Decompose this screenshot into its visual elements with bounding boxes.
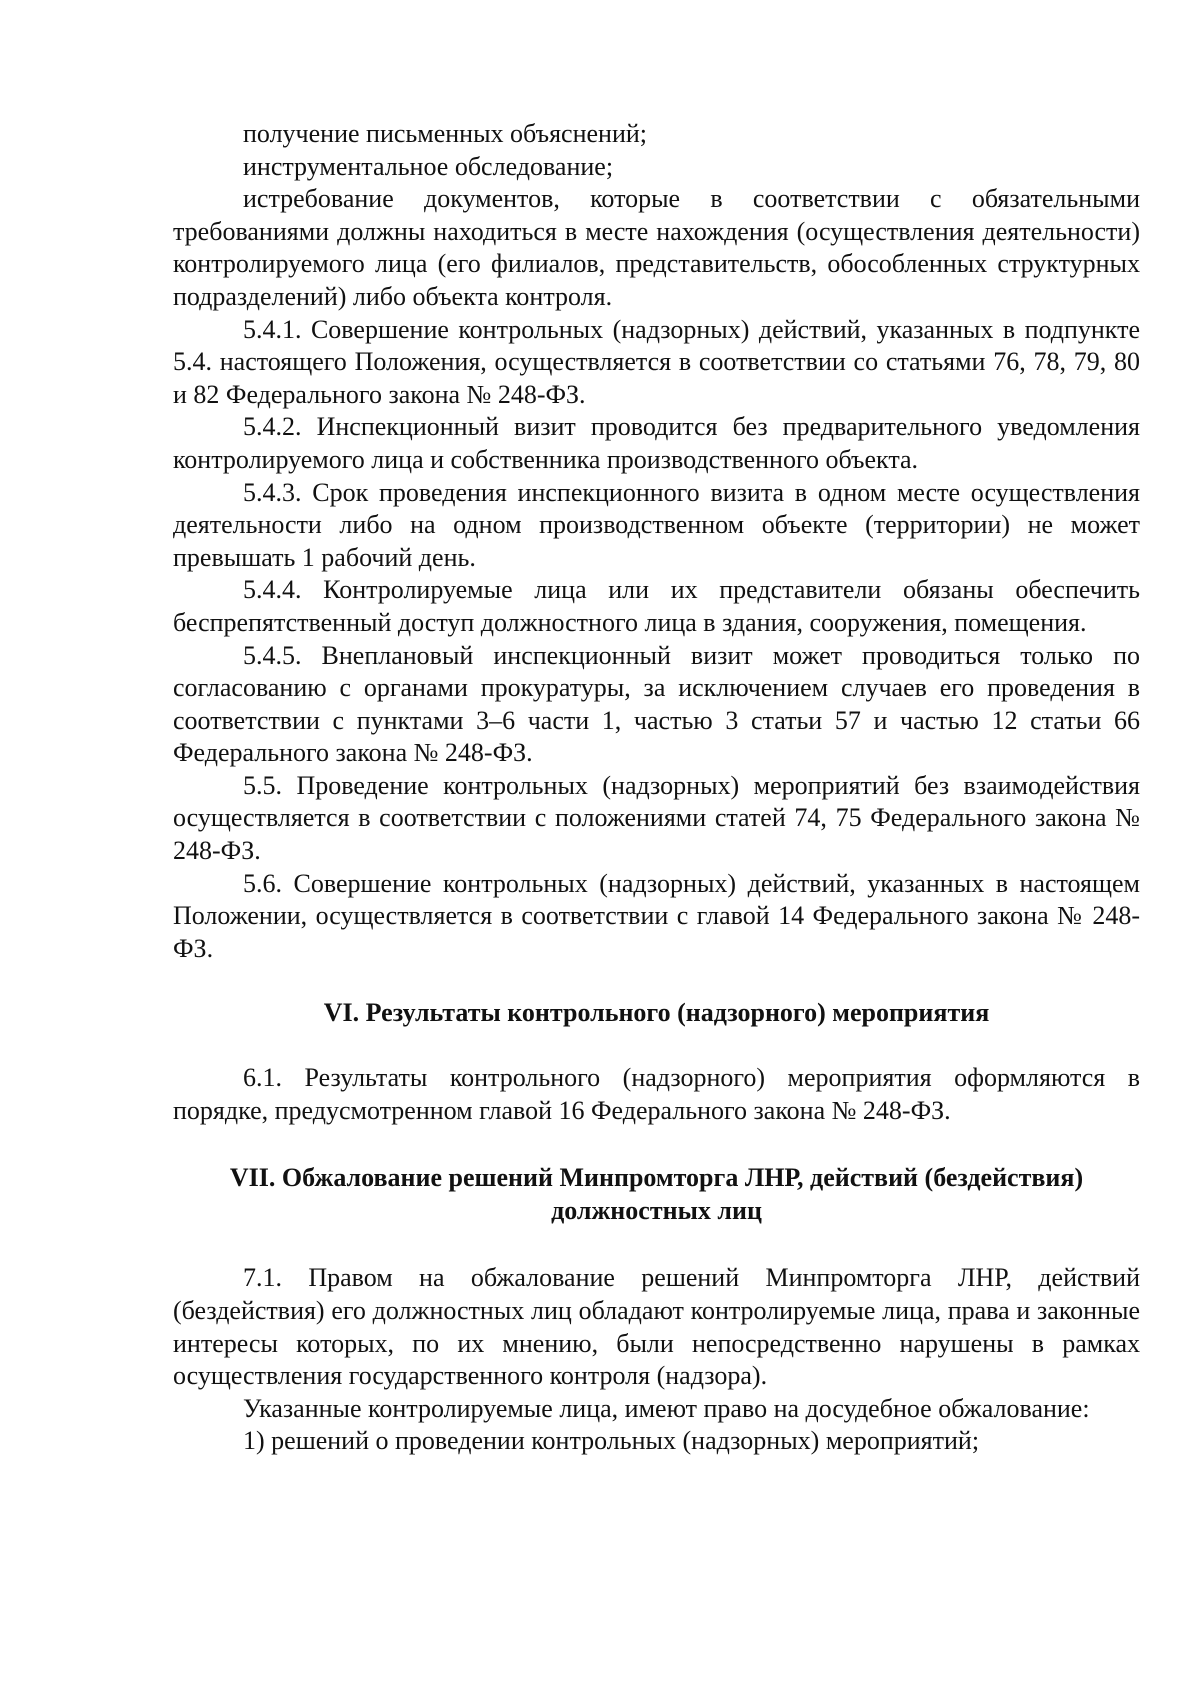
paragraph-5-4-3: 5.4.3. Срок проведения инспекционного визита в одном месте осуществления деятельности либо на одном производственном объекте (территории) не может превышать 1 рабочий день. xyxy=(173,477,1140,572)
section-6-heading: VI. Результаты контрольного (надзорного) мероприятия xyxy=(323,998,990,1028)
spacer xyxy=(173,965,1140,997)
paragraph-5-4-4: 5.4.4. Контролируемые лица или их представители обязаны обеспечить беспрепятственный доступ должностного лица в здания, сооружения, помещения. xyxy=(173,575,1140,637)
paragraph-document-request: истребование документов, которые в соответствии с обязательными требованиями должны находиться в месте нахождения (осуществления деятельности) контролируемого лица (его филиалов, представительств, обособленных структурных подразделений) либо объекта контроля. xyxy=(173,184,1140,311)
paragraph-5-6: 5.6. Совершение контрольных (надзорных) действий, указанных в настоящем Положении, осуществляется в соответствии с главой 14 Федерального закона № 248-ФЗ. xyxy=(173,868,1140,963)
section-7-heading-line-2: должностных лиц xyxy=(551,1195,762,1225)
paragraph-written-explanations: получение письменных объяснений; xyxy=(243,119,647,148)
spacer xyxy=(173,1030,1140,1062)
paragraph-instrumental-inspection: инструментальное обследование; xyxy=(243,151,614,181)
spacer xyxy=(173,1127,1140,1162)
paragraph-5-4-5: 5.4.5. Внеплановый инспекционный визит может проводиться только по согласованию с органами прокуратуры, за исключением случаев его проведения в соответствии с пунктами 3–6 части 1, частью 3 статьи 57 и частью 12 статьи 66 Федерального закона № 248-ФЗ. xyxy=(173,640,1140,768)
list-item-1: 1) решений о проведении контрольных (надзорных) мероприятий; xyxy=(243,1426,980,1456)
paragraph-6-1: 6.1. Результаты контрольного (надзорного) мероприятия оформляются в порядке, предусмотренном главой 16 Федерального закона № 248-ФЗ. xyxy=(173,1063,1140,1125)
paragraph-5-5: 5.5. Проведение контрольных (надзорных) мероприятий без взаимодействия осуществляется в соответствии с положениями статей 74, 75 Федерального закона № 248-ФЗ. xyxy=(173,770,1140,866)
paragraph-5-4-2: 5.4.2. Инспекционный визит проводится без предварительного уведомления контролируемого лица и собственника производственного объекта. xyxy=(173,412,1140,474)
spacer xyxy=(173,1227,1140,1262)
document-page xyxy=(173,118,1140,1458)
paragraph-5-4-1: 5.4.1. Совершение контрольных (надзорных) действий, указанных в подпункте 5.4. настоящего Положения, осуществляется в соответствии со статьями 76, 78, 79, 80 и 82 Федерального закона № 248-ФЗ. xyxy=(173,314,1140,409)
paragraph-pre-trial-appeal: Указанные контролируемые лица, имеют право на досудебное обжалование: xyxy=(243,1393,1090,1423)
paragraph-7-1: 7.1. Правом на обжалование решений Минпромторга ЛНР, действий (бездействия) его должностных лиц обладают контролируемые лица, права и законные интересы которых, по их мнению, были непосредственно нарушены в рамках осуществления государственного контроля (надзора). xyxy=(173,1263,1140,1391)
section-7-heading-line-1: VII. Обжалование решений Минпромторга ЛНР, действий (бездействия) xyxy=(229,1163,1084,1193)
